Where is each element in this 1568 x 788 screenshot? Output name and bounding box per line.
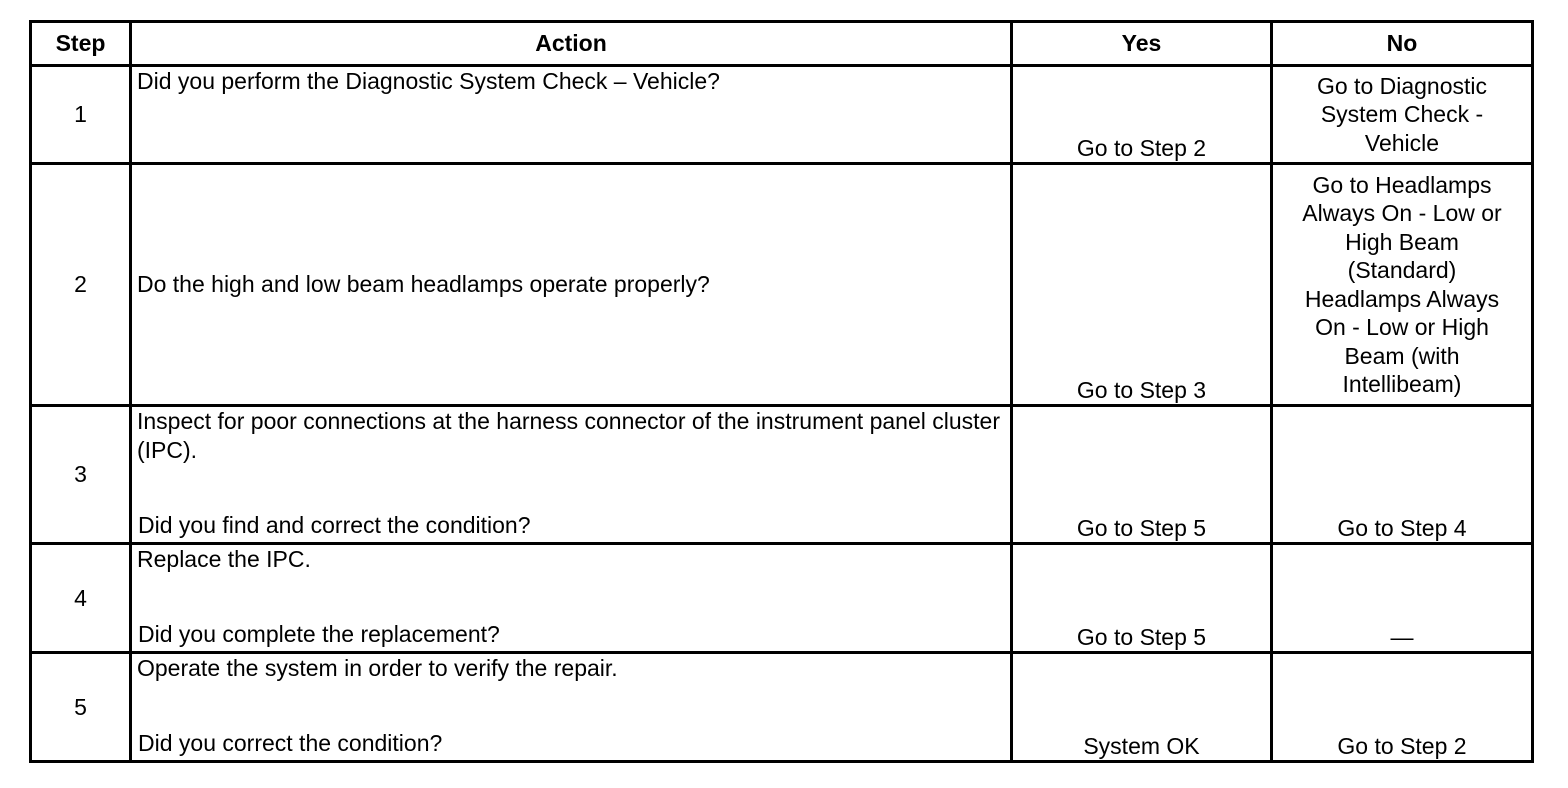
table-row [31,653,1533,762]
action-question: Did you complete the replacement? [138,620,500,647]
table-row [31,406,1533,544]
action-question: Did you correct the condition? [138,729,443,756]
step-number: 4 [31,544,131,653]
no-result-text: Go to Headlamps Always On - Low or High Beam (Standard) Headlamps Always On - Low or High Beam (with Intellibeam) [1302,171,1502,397]
action-text: Did you perform the Diagnostic System Check – Vehicle? [131,66,1012,164]
no-result: Go to Step 4 [1272,406,1533,544]
action-question: Did you find and correct the condition? [138,511,531,538]
step-number: 5 [31,653,131,762]
table-header [31,22,1533,66]
header-action: Action [131,22,1012,66]
action-text: Do the high and low beam headlamps operate properly? [131,164,1012,406]
no-result [1272,66,1533,164]
action-cell [131,544,1012,653]
header-row [31,22,1533,66]
no-result [1272,164,1533,406]
action-cell [131,406,1012,544]
table-row [31,164,1533,406]
yes-result: Go to Step 3 [1012,164,1272,406]
table-body [31,66,1533,762]
header-yes: Yes [1012,22,1272,66]
no-result: — [1272,544,1533,653]
action-cell [131,653,1012,762]
action-text: Inspect for poor connections at the harness connector of the instrument panel cluster (IPC). [137,408,1000,463]
yes-result: Go to Step 5 [1012,544,1272,653]
no-result: Go to Step 2 [1272,653,1533,762]
no-result-text: Go to Diagnostic System Check - Vehicle [1316,72,1488,156]
diagnostic-table [29,20,1534,763]
yes-result: Go to Step 5 [1012,406,1272,544]
yes-result: Go to Step 2 [1012,66,1272,164]
header-no: No [1272,22,1533,66]
step-number: 1 [31,66,131,164]
action-text: Replace the IPC. [137,546,311,572]
table-row [31,544,1533,653]
action-text: Operate the system in order to verify the repair. [137,655,618,681]
step-number: 2 [31,164,131,406]
header-step: Step [31,22,131,66]
table-row [31,66,1533,164]
yes-result: System OK [1012,653,1272,762]
step-number: 3 [31,406,131,544]
